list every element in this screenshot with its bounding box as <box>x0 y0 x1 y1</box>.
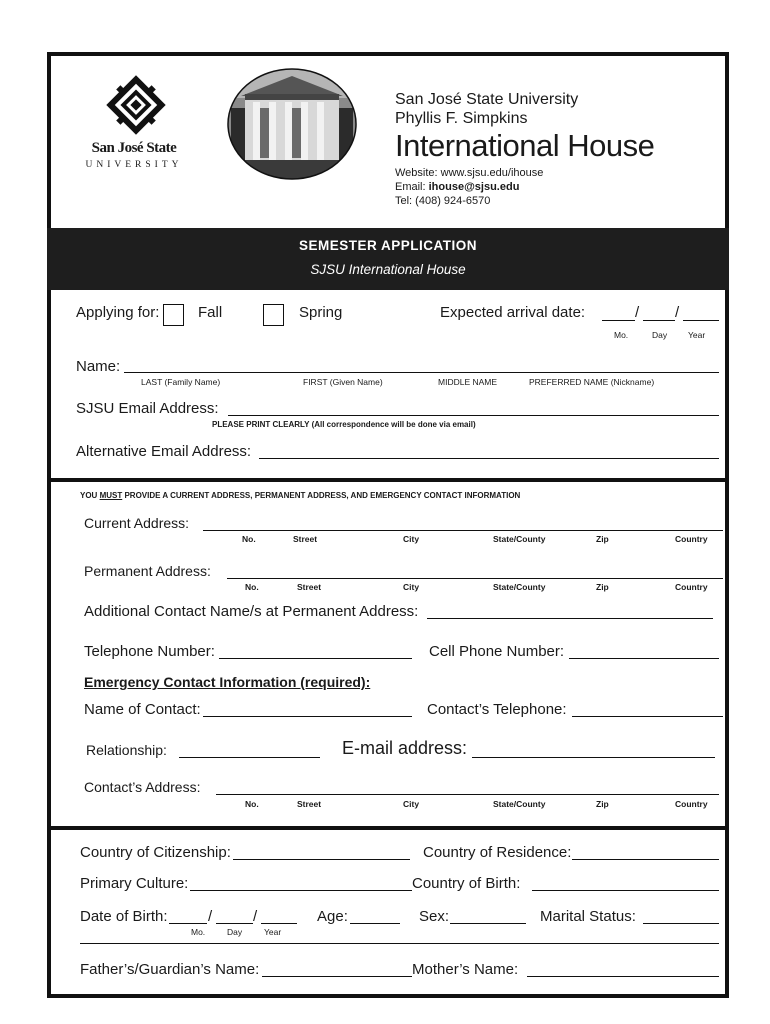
email-link[interactable]: ihouse@sjsu.edu <box>428 181 520 193</box>
arrival-year-field[interactable] <box>683 320 719 321</box>
father-name-label: Father’s/Guardian’s Name: <box>80 961 260 978</box>
col-zip: Zip <box>596 534 609 544</box>
fall-checkbox[interactable] <box>163 304 184 326</box>
col-country: Country <box>675 799 708 809</box>
col-zip: Zip <box>596 799 609 809</box>
banner-title: SEMESTER APPLICATION <box>298 238 477 253</box>
arrival-date-label: Expected arrival date: <box>440 304 586 321</box>
dob-separator: / <box>253 908 258 925</box>
extra-line-field[interactable] <box>80 943 719 944</box>
spring-checkbox[interactable] <box>263 304 284 326</box>
mother-name-field[interactable] <box>527 976 719 977</box>
primary-culture-field[interactable] <box>190 890 412 891</box>
sjsu-email-label: SJSU Email Address: <box>76 400 219 417</box>
email-line <box>395 180 543 194</box>
dob-month-field[interactable] <box>169 923 207 924</box>
additional-contact-field[interactable] <box>427 618 713 619</box>
print-clearly-note: PLEASE PRINT CLEARLY (All correspondence will be done via email) <box>212 420 476 429</box>
logo-subtitle: UNIVERSITY <box>85 160 183 170</box>
date-separator: / <box>675 304 680 321</box>
day-hint: Day <box>652 330 668 340</box>
header-university <box>395 90 578 128</box>
relationship-field[interactable] <box>179 757 320 758</box>
birth-country-field[interactable] <box>532 890 719 891</box>
dob-day-hint: Day <box>227 927 243 937</box>
middle-name-hint: MIDDLE NAME <box>438 377 498 387</box>
telephone-field[interactable] <box>219 658 412 659</box>
alt-email-label: Alternative Email Address: <box>76 443 252 460</box>
logo-name: San José State <box>91 140 177 156</box>
applying-for-label: Applying for: <box>76 304 160 321</box>
dob-day-field[interactable] <box>216 923 253 924</box>
mother-name-label: Mother’s Name: <box>412 961 519 978</box>
form-header <box>51 56 725 228</box>
university-name: San José State University <box>395 91 579 108</box>
cell-phone-field[interactable] <box>569 658 719 659</box>
father-name-field[interactable] <box>262 976 412 977</box>
contact-address-field[interactable] <box>216 794 719 795</box>
dob-year-field[interactable] <box>261 923 297 924</box>
date-separator: / <box>635 304 640 321</box>
sjsu-seal-icon <box>105 74 167 136</box>
personal-info-section <box>51 830 725 998</box>
col-no: No. <box>245 582 259 592</box>
telephone-label: Telephone Number: <box>84 643 215 660</box>
website-text: Website: www.sjsu.edu/ihouse <box>395 167 544 179</box>
marital-status-field[interactable] <box>643 923 719 924</box>
dob-separator: / <box>208 908 213 925</box>
age-field[interactable] <box>350 923 400 924</box>
residence-field[interactable] <box>572 859 719 860</box>
additional-contact-label: Additional Contact Name/s at Permanent Address: <box>84 603 419 620</box>
contact-name-field[interactable] <box>203 716 412 717</box>
col-street: Street <box>297 582 322 592</box>
name-field[interactable] <box>124 372 719 373</box>
month-hint: Mo. <box>614 330 629 340</box>
col-no: No. <box>242 534 256 544</box>
address-requirement-note: YOU MUST PROVIDE A CURRENT ADDRESS, PERMANENT ADDRESS, AND EMERGENCY CONTACT INFORMATION <box>80 491 521 500</box>
sex-field[interactable] <box>450 923 526 924</box>
emergency-heading: Emergency Contact Information (required): <box>84 674 371 690</box>
name-label: Name: <box>76 358 121 375</box>
citizenship-field[interactable] <box>233 859 410 860</box>
current-address-field[interactable] <box>203 530 723 531</box>
birth-country-label: Country of Birth: <box>412 875 521 892</box>
spring-label: Spring <box>299 304 343 321</box>
sex-label: Sex: <box>419 908 450 925</box>
applicant-section <box>51 290 725 482</box>
age-label: Age: <box>317 908 348 925</box>
year-hint: Year <box>688 330 706 340</box>
last-name-hint: LAST (Family Name) <box>141 377 221 387</box>
fall-label: Fall <box>198 304 223 321</box>
primary-culture-label: Primary Culture: <box>80 875 189 892</box>
sjsu-email-field[interactable] <box>228 415 719 416</box>
dob-month-hint: Mo. <box>191 927 206 937</box>
contact-telephone-field[interactable] <box>572 716 723 717</box>
alt-email-field[interactable] <box>259 458 719 459</box>
title-banner <box>47 228 729 290</box>
preferred-name-hint: PREFERRED NAME (Nickname) <box>529 377 655 387</box>
international-house-photo <box>227 68 357 180</box>
first-name-hint: FIRST (Given Name) <box>303 377 383 387</box>
contact-info <box>395 166 543 208</box>
banner-subtitle: SJSU International House <box>310 262 466 277</box>
col-country: Country <box>675 534 708 544</box>
col-state: State/County <box>493 534 546 544</box>
email-label: Email: <box>395 181 429 193</box>
col-street: Street <box>293 534 318 544</box>
col-state: State/County <box>493 799 546 809</box>
current-address-label: Current Address: <box>84 515 190 531</box>
contact-address-label: Contact’s Address: <box>84 779 201 795</box>
dob-year-hint: Year <box>264 927 282 937</box>
dob-label: Date of Birth: <box>80 908 168 925</box>
col-country: Country <box>675 582 708 592</box>
telephone-text: Tel: (408) 924-6570 <box>395 195 491 207</box>
contact-email-label: E-mail address: <box>342 738 468 758</box>
arrival-month-field[interactable] <box>602 320 635 321</box>
arrival-day-field[interactable] <box>643 320 675 321</box>
col-city: City <box>403 582 420 592</box>
permanent-address-field[interactable] <box>227 578 723 579</box>
page-title: International House <box>395 128 655 163</box>
col-street: Street <box>297 799 322 809</box>
col-state: State/County <box>493 582 546 592</box>
citizenship-label: Country of Citizenship: <box>80 844 231 861</box>
permanent-address-label: Permanent Address: <box>84 563 211 579</box>
application-form <box>47 52 729 998</box>
col-city: City <box>403 799 420 809</box>
cell-phone-label: Cell Phone Number: <box>429 643 565 660</box>
address-section <box>51 482 725 830</box>
contact-telephone-label: Contact’s Telephone: <box>427 701 567 718</box>
col-zip: Zip <box>596 582 609 592</box>
contact-name-label: Name of Contact: <box>84 701 201 718</box>
center-name: Phyllis F. Simpkins <box>395 110 528 127</box>
contact-email-field[interactable] <box>472 757 715 758</box>
relationship-label: Relationship: <box>86 742 167 758</box>
marital-status-label: Marital Status: <box>540 908 636 925</box>
col-city: City <box>403 534 420 544</box>
residence-label: Country of Residence: <box>423 844 572 861</box>
col-no: No. <box>245 799 259 809</box>
